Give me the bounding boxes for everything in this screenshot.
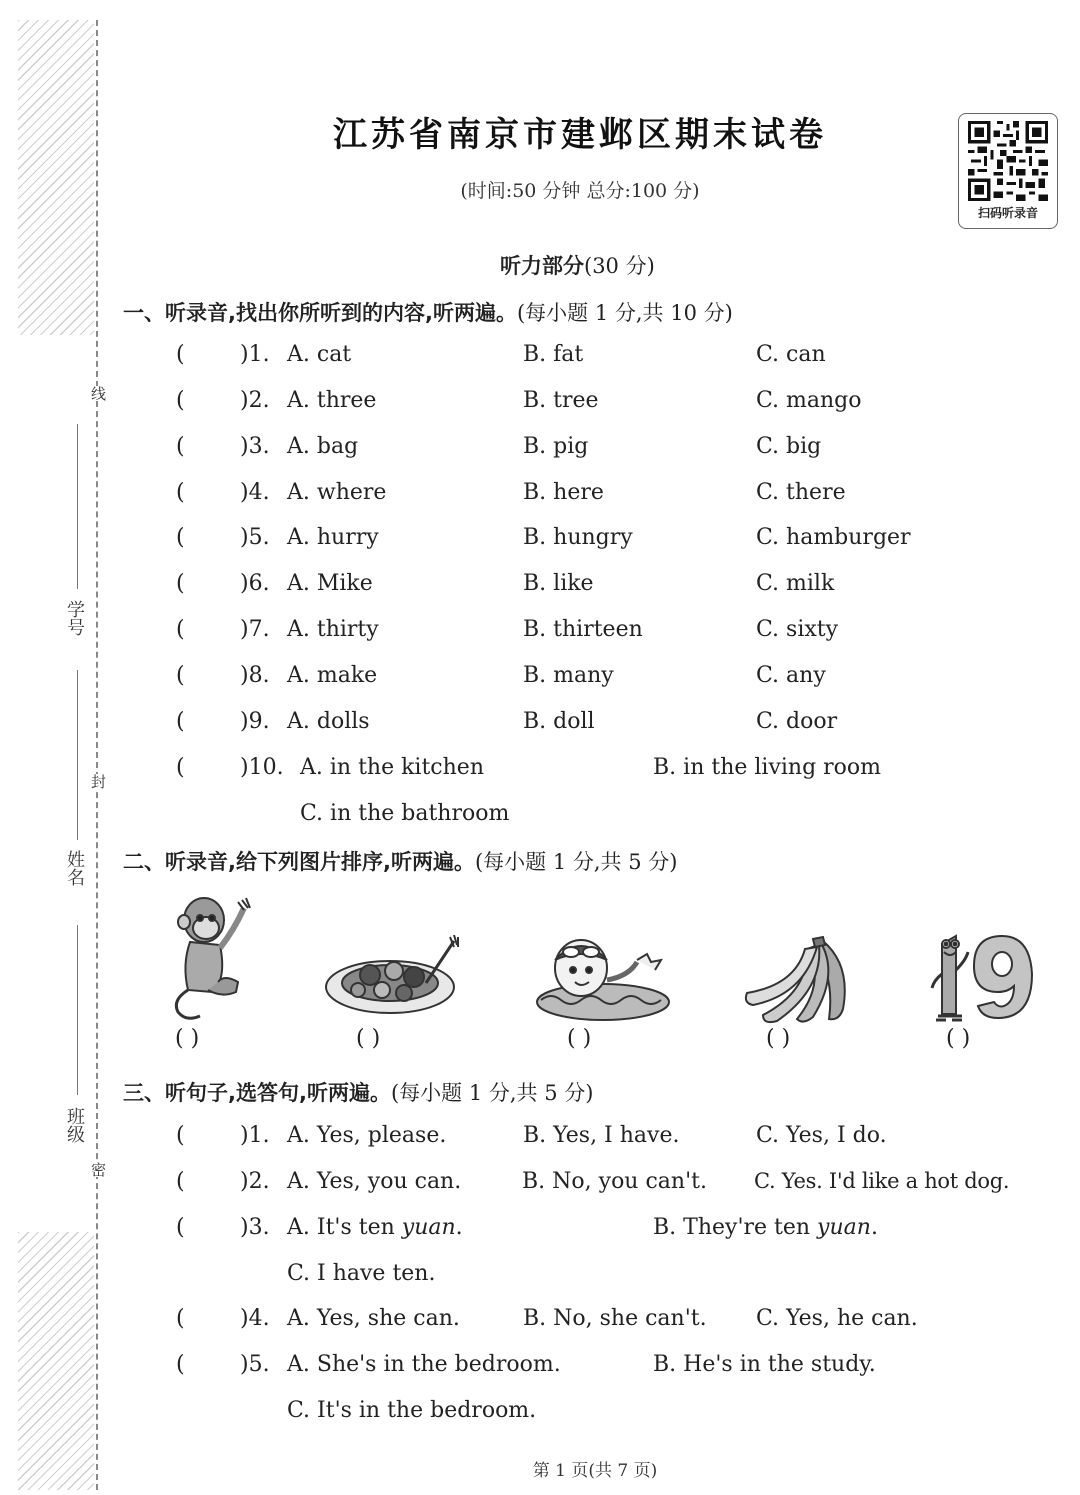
name-label: 姓名 xyxy=(64,850,85,886)
picture-answer-paren[interactable]: ( ) xyxy=(766,1026,791,1051)
question-number: )5. xyxy=(240,525,270,550)
option-c: C. in the bathroom xyxy=(300,801,510,826)
option-c: C. sixty xyxy=(756,617,839,642)
option-a: A. thirty xyxy=(287,617,379,642)
margin-fill-line xyxy=(77,925,78,1095)
option-b: B. pig xyxy=(523,434,589,459)
option-b: B. tree xyxy=(523,388,599,413)
option-a: A. three xyxy=(287,388,377,413)
option-c: C. any xyxy=(756,663,826,688)
answer-paren[interactable]: ( xyxy=(176,755,185,780)
option-b: B. like xyxy=(523,571,594,596)
picture-answer-paren[interactable]: ( ) xyxy=(946,1026,971,1051)
class-label: 班级 xyxy=(64,1107,85,1143)
part3-title: 三、听句子,选答句,听两遍。(每小题 1 分,共 5 分) xyxy=(123,1081,594,1105)
option-a: A. It's ten yuan. xyxy=(287,1215,463,1240)
option-b: B. He's in the study. xyxy=(653,1352,876,1377)
answer-paren[interactable]: ( xyxy=(176,525,185,550)
option-b: B. fat xyxy=(523,342,584,367)
answer-paren[interactable]: ( xyxy=(176,388,185,413)
option-c: C. there xyxy=(756,480,846,505)
monkey-icon xyxy=(172,890,254,1025)
answer-paren[interactable]: ( xyxy=(176,480,185,505)
question-number: )8. xyxy=(240,663,270,688)
answer-paren[interactable]: ( xyxy=(176,663,185,688)
option-b: B. Yes, I have. xyxy=(523,1123,680,1148)
option-a: A. bag xyxy=(287,434,359,459)
option-b: B. here xyxy=(523,480,604,505)
bananas-icon xyxy=(743,935,861,1027)
picture-answer-paren[interactable]: ( ) xyxy=(356,1026,381,1051)
option-b: B. doll xyxy=(523,709,595,734)
question-number: )2. xyxy=(240,388,270,413)
answer-paren[interactable]: ( xyxy=(176,342,185,367)
option-b: B. thirteen xyxy=(523,617,643,642)
qr-code-box[interactable] xyxy=(958,113,1058,229)
answer-paren[interactable]: ( xyxy=(176,571,185,596)
answer-paren[interactable]: ( xyxy=(176,434,185,459)
option-b: B. No, you can't. xyxy=(522,1169,707,1194)
question-number: )3. xyxy=(240,434,270,459)
answer-paren[interactable]: ( xyxy=(176,1215,185,1240)
option-c: C. milk xyxy=(756,571,835,596)
answer-paren[interactable]: ( xyxy=(176,1306,185,1331)
option-b: B. in the living room xyxy=(653,755,882,780)
option-c: C. Yes, I do. xyxy=(756,1123,887,1148)
option-b: B. hungry xyxy=(523,525,633,550)
page-footer: 第 1 页(共 7 页) xyxy=(532,1461,658,1481)
margin-fill-line xyxy=(77,670,78,840)
question-number: )1. xyxy=(240,1123,270,1148)
student-no-label: 学号 xyxy=(64,600,85,636)
margin-char-seal: 封 xyxy=(89,774,107,789)
listening-section-heading: 听力部分(30 分) xyxy=(500,254,655,278)
option-c: C. It's in the bedroom. xyxy=(287,1398,537,1423)
option-b: B. many xyxy=(523,663,614,688)
option-b: B. They're ten yuan. xyxy=(653,1215,878,1240)
option-a: A. hurry xyxy=(287,525,379,550)
option-a: A. Mike xyxy=(287,571,373,596)
option-a: A. Yes, she can. xyxy=(287,1306,460,1331)
option-c: C. I have ten. xyxy=(287,1261,436,1286)
option-c: C. can xyxy=(756,342,826,367)
option-a: A. cat xyxy=(287,342,352,367)
option-a: A. where xyxy=(287,480,387,505)
question-number: )2. xyxy=(240,1169,270,1194)
option-a: A. in the kitchen xyxy=(300,755,484,780)
answer-paren[interactable]: ( xyxy=(176,617,185,642)
qr-code-icon xyxy=(968,121,1048,201)
margin-char-secret: 密 xyxy=(89,1162,107,1177)
option-c: C. mango xyxy=(756,388,862,413)
question-number: )9. xyxy=(240,709,270,734)
qr-label: 扫码听录音 xyxy=(977,206,1038,220)
exam-title: 江苏省南京市建邺区期末试卷 xyxy=(333,115,827,155)
option-c: C. hamburger xyxy=(756,525,911,550)
question-number: )5. xyxy=(240,1352,270,1377)
margin-char-line: 线 xyxy=(89,386,107,401)
part2-title: 二、听录音,给下列图片排序,听两遍。(每小题 1 分,共 5 分) xyxy=(123,850,678,874)
part1-title: 一、听录音,找出你所听到的内容,听两遍。(每小题 1 分,共 10 分) xyxy=(123,301,733,325)
exam-subtitle: (时间:50 分钟 总分:100 分) xyxy=(460,180,700,202)
option-c: C. Yes. I'd like a hot dog. xyxy=(754,1169,1010,1193)
answer-paren[interactable]: ( xyxy=(176,1352,185,1377)
option-c: C. door xyxy=(756,709,838,734)
answer-paren[interactable]: ( xyxy=(176,1169,185,1194)
margin-hatch-bottom xyxy=(18,1232,94,1490)
option-a: A. make xyxy=(287,663,378,688)
question-number: )6. xyxy=(240,571,270,596)
question-number: )1. xyxy=(240,342,270,367)
question-number: )10. xyxy=(240,755,284,780)
question-number: )3. xyxy=(240,1215,270,1240)
salad-icon xyxy=(322,935,464,1020)
swimming-boy-icon xyxy=(533,930,671,1025)
option-c: C. big xyxy=(756,434,822,459)
nineteen-icon xyxy=(928,930,1038,1025)
picture-answer-paren[interactable]: ( ) xyxy=(567,1026,592,1051)
option-b: B. No, she can't. xyxy=(523,1306,707,1331)
margin-fill-line xyxy=(77,424,78,589)
question-number: )7. xyxy=(240,617,270,642)
option-a: A. Yes, please. xyxy=(287,1123,447,1148)
option-a: A. Yes, you can. xyxy=(287,1169,462,1194)
picture-answer-paren[interactable]: ( ) xyxy=(175,1026,200,1051)
option-c: C. Yes, he can. xyxy=(756,1306,918,1331)
question-number: )4. xyxy=(240,1306,270,1331)
binding-dash-line xyxy=(96,20,98,1490)
option-a: A. dolls xyxy=(287,709,370,734)
question-number: )4. xyxy=(240,480,270,505)
answer-paren[interactable]: ( xyxy=(176,709,185,734)
answer-paren[interactable]: ( xyxy=(176,1123,185,1148)
option-a: A. She's in the bedroom. xyxy=(287,1352,561,1377)
